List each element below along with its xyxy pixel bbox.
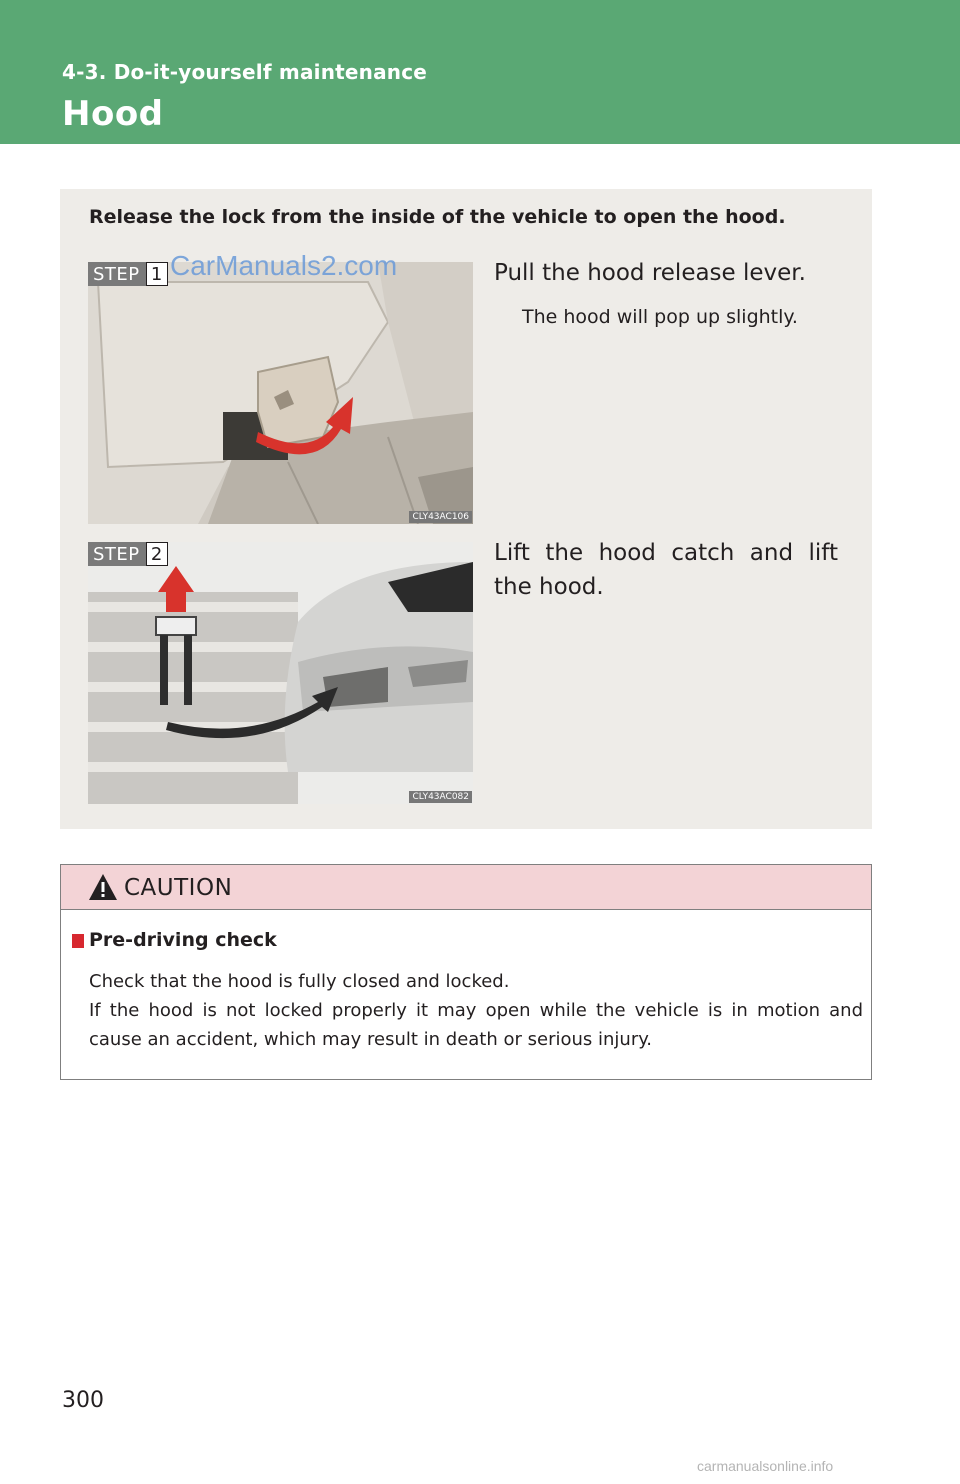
section-label: 4-3. Do-it-yourself maintenance — [62, 60, 428, 84]
chapter-header — [0, 0, 960, 144]
page-number: 300 — [62, 1388, 104, 1413]
step-1-note: The hood will pop up slightly. — [522, 306, 798, 328]
intro-text: Release the lock from the inside of the vehicle to open the hood. — [89, 206, 786, 228]
hood-catch-illustration — [88, 542, 473, 804]
caution-line: If the hood is not locked properly it may open while the vehicle is in motion and cause an accident, which may result in death or serious injury. — [89, 1000, 863, 1050]
red-square-bullet-icon — [72, 934, 84, 948]
figure-code: CLY43AC082 — [409, 791, 472, 803]
step-label: STEP — [88, 262, 146, 286]
step-1-instruction: Pull the hood release lever. — [494, 260, 806, 286]
watermark-bottom: carmanualsonline.info — [697, 1458, 834, 1474]
step-number: 2 — [146, 542, 168, 566]
lever-drawing — [88, 262, 473, 524]
warning-triangle-icon — [87, 872, 119, 906]
caution-header — [61, 865, 871, 910]
step-2-instruction: Lift the hood catch and lift the hood. — [494, 540, 838, 600]
step-number: 1 — [146, 262, 168, 286]
caution-subheading: Pre-driving check — [89, 929, 277, 951]
page-title: Hood — [62, 94, 164, 134]
step-badge — [88, 262, 168, 286]
step-label: STEP — [88, 542, 146, 566]
hood-release-lever-illustration — [88, 262, 473, 524]
watermark-top: CarManuals2.com — [170, 250, 398, 281]
step-badge — [88, 542, 168, 566]
figure-code: CLY43AC106 — [409, 511, 472, 523]
hood-catch-drawing — [88, 542, 473, 804]
caution-title: CAUTION — [124, 875, 233, 901]
caution-box — [60, 864, 872, 1080]
caution-body — [89, 967, 863, 1054]
caution-line: Check that the hood is fully closed and locked. — [89, 971, 510, 992]
